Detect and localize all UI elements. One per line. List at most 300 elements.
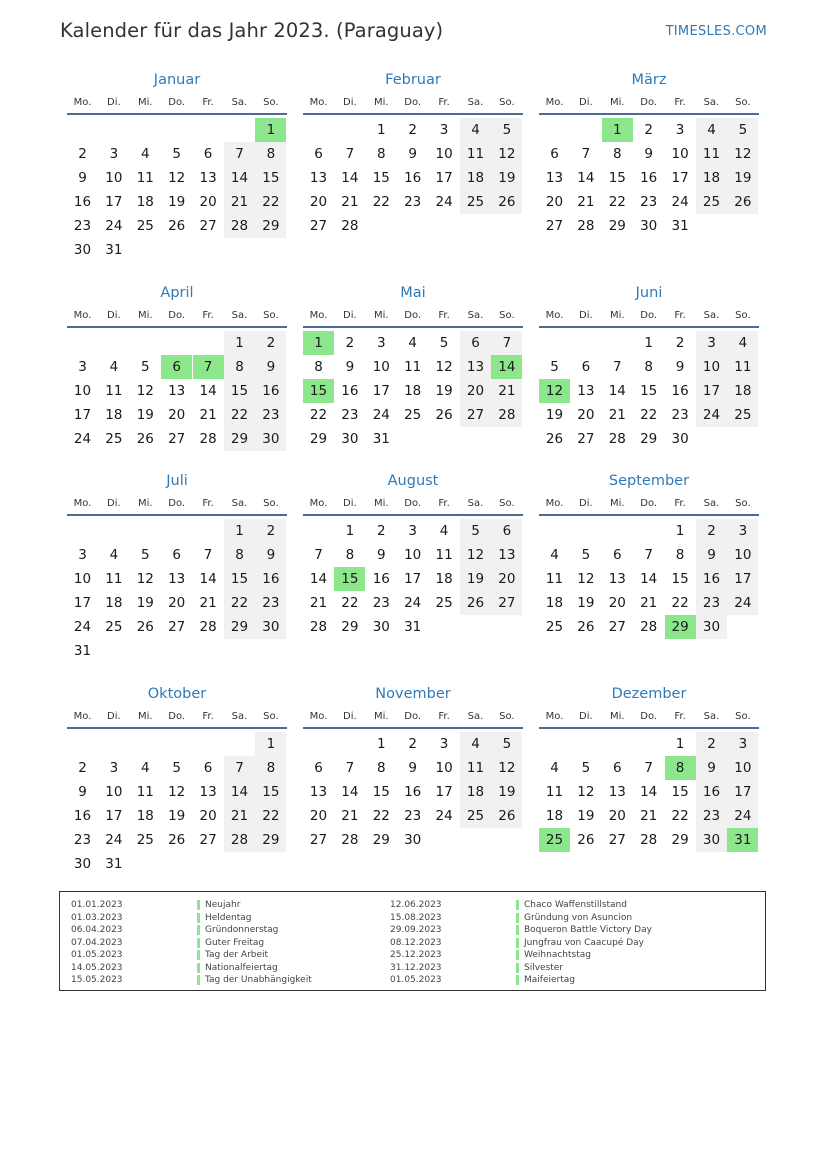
calendar-day: 9 [255,355,286,379]
holiday-name: Silvester [524,962,564,973]
calendar-day: 15 [372,170,390,186]
calendar-day: 17 [435,170,453,186]
calendar-day: 16 [404,784,422,800]
calendar-day: 8 [224,355,255,379]
calendar-day: 3 [727,732,758,756]
calendar-day: 14 [577,170,595,186]
holiday-date: 31.12.2023 [390,962,442,973]
calendar-day: 28 [608,431,626,447]
calendar-day: 12 [136,571,154,587]
calendar-day: 2 [78,146,87,162]
calendar-day: 10 [435,146,453,162]
weekday-label: Mo. [545,498,564,509]
calendar-day: 4 [109,547,119,563]
calendar-day: 25 [136,832,154,848]
calendar-day: 27 [309,218,328,234]
calendar-day: 30 [341,431,359,447]
weekday-label: Mi. [374,498,389,509]
calendar-day: 17 [105,194,123,210]
holiday-date: 25.12.2023 [390,950,442,960]
calendar-day: 23 [73,832,92,848]
calendar-day: 19 [577,808,595,824]
calendar-day: 19 [168,808,186,824]
calendar-day: 4 [550,760,559,776]
holiday-name: Maifeiertag [524,975,575,985]
calendar-day: 27 [608,619,626,635]
weekday-label: So. [263,310,279,321]
calendar-day: 21 [199,407,217,423]
calendar-day: 28 [341,218,359,234]
calendar-day: 12 [460,543,491,567]
weekday-label: Fr. [202,498,214,509]
calendar-day: 15 [671,571,689,587]
calendar-day: 29 [640,431,658,447]
calendar-day: 4 [727,331,758,355]
weekday-label: So. [735,711,751,722]
calendar-day: 5 [550,359,559,375]
calendar-day: 14 [608,383,626,399]
calendar-day: 22 [640,407,658,423]
holiday-name: Tag der Unabhängigkeit [205,975,312,985]
calendar-day: 4 [696,118,727,142]
calendar-day: 4 [460,118,491,142]
holiday-date: 15.08.2023 [390,912,442,923]
calendar-day: 6 [203,760,213,776]
calendar-day: 8 [345,547,355,563]
weekday-label: Fr. [674,310,686,321]
calendar-day: 7 [581,146,591,162]
calendar-day: 19 [460,567,491,591]
weekday-label: So. [499,310,515,321]
holiday-date: 01.05.2023 [71,950,123,960]
holiday-date: 01.01.2023 [71,900,123,910]
calendar-day: 16 [372,571,390,587]
calendar-day: 3 [109,146,119,162]
calendar-day: 30 [255,427,286,451]
calendar-day: 19 [435,383,453,399]
header-rule [303,326,523,328]
calendar-day: 17 [105,808,123,824]
calendar-day: 30 [696,828,727,852]
calendar-day: 5 [172,760,181,776]
calendar-day: 13 [199,784,217,800]
holiday-name: Heldentag [205,912,252,923]
month-juni [539,285,759,485]
calendar-day: 20 [608,595,626,611]
calendar-day: 5 [439,335,449,351]
calendar-day: 1 [224,519,255,543]
calendar-day: 16 [404,170,422,186]
calendar-day: 21 [309,595,328,611]
calendar-day: 26 [136,619,154,635]
calendar-day: 12 [168,170,186,186]
calendar-day: 30 [404,832,422,848]
calendar-day: 1 [224,331,255,355]
calendar-day: 25 [404,407,422,423]
calendar-day: 22 [341,595,359,611]
weekday-label: Sa. [467,310,484,321]
month-title: Januar [153,72,201,88]
weekday-label: Fr. [438,498,450,509]
calendar-day: 5 [141,547,150,563]
holiday-date: 07.04.2023 [71,937,123,948]
calendar-day: 13 [309,170,328,186]
month-title: Juni [635,285,663,301]
calendar-day: 11 [727,355,758,379]
calendar-day: 7 [644,760,653,776]
calendar-day: 27 [199,218,217,234]
calendar-day: 5 [172,146,181,162]
site-link[interactable]: TIMESLES.COM [665,24,767,39]
header-rule [539,514,759,516]
calendar-day: 23 [640,194,658,210]
month-august [303,473,523,673]
calendar-day: 21 [199,595,217,611]
calendar-day: 20 [168,595,186,611]
page-title: Kalender für das Jahr 2023. (Paraguay) [60,19,444,42]
month-april [67,285,287,485]
calendar-day: 19 [136,407,154,423]
calendar-day: 14 [341,784,359,800]
calendar-day: 26 [435,407,453,423]
header-rule [67,326,287,328]
calendar-day: 20 [199,808,217,824]
month-dezember [539,686,759,886]
weekday-label: Do. [168,711,186,722]
calendar-day: 4 [408,335,417,351]
calendar-day: 10 [435,760,453,776]
calendar-day: 24 [727,804,758,828]
weekday-label: So. [499,97,515,108]
weekday-label: Mo. [545,97,564,108]
calendar-day: 22 [309,407,328,423]
header-rule [67,113,287,115]
calendar-day: 13 [168,383,186,399]
calendar-day: 12 [577,571,595,587]
header-rule [67,727,287,729]
month-september [539,473,759,673]
calendar-day: 10 [696,355,727,379]
calendar-day: 1 [377,736,386,752]
weekday-label: Mi. [374,310,389,321]
weekday-label: Sa. [467,97,484,108]
calendar-day: 6 [581,359,591,375]
calendar-day: 16 [696,567,727,591]
weekday-label: Sa. [231,711,248,722]
holiday-marker [516,950,519,960]
weekday-label: Mo. [545,711,564,722]
calendar-day: 9 [408,146,417,162]
calendar-day: 8 [613,146,622,162]
calendar-day: 24 [105,218,123,234]
calendar-day: 29 [224,427,255,451]
calendar-day: 23 [73,218,92,234]
holiday-day: 15 [303,379,334,403]
calendar-day: 15 [224,567,255,591]
calendar-day: 6 [460,331,491,355]
holiday-day: 1 [255,118,286,142]
calendar-day: 26 [460,591,491,615]
calendar-day: 1 [675,736,685,752]
calendar-day: 2 [345,335,355,351]
calendar-day: 25 [727,403,758,427]
calendar-day: 15 [640,383,658,399]
calendar-day: 8 [255,756,286,780]
calendar-day: 17 [671,170,689,186]
calendar-day: 2 [255,331,286,355]
calendar-day: 12 [727,142,758,166]
weekday-label: Di. [343,498,357,509]
holiday-day: 1 [303,331,334,355]
calendar-day: 19 [168,194,186,210]
calendar-day: 27 [168,431,186,447]
weekday-label: So. [499,498,515,509]
holiday-list [59,891,766,991]
weekday-label: Mi. [374,97,389,108]
holiday-marker [197,963,200,973]
calendar-day: 8 [644,359,653,375]
month-februar [303,72,523,272]
weekday-label: Fr. [438,711,450,722]
calendar-day: 3 [408,523,417,539]
weekday-label: Do. [404,498,422,509]
calendar-day: 29 [224,615,255,639]
calendar-day: 23 [671,407,689,423]
calendar-day: 29 [671,832,689,848]
weekday-label: Mi. [374,711,389,722]
calendar-day: 14 [640,571,658,587]
calendar-day: 2 [408,736,417,752]
calendar-day: 26 [491,804,522,828]
calendar-day: 14 [341,170,359,186]
holiday-date: 12.06.2023 [390,900,442,910]
calendar-day: 23 [341,407,359,423]
calendar-day: 2 [408,122,417,138]
weekday-label: Do. [404,711,422,722]
calendar-day: 6 [314,760,323,776]
calendar-day: 9 [377,547,386,563]
weekday-label: Sa. [231,498,248,509]
calendar-day: 10 [105,784,123,800]
calendar-day: 6 [172,547,181,563]
calendar-day: 22 [255,804,286,828]
calendar-day: 19 [491,780,522,804]
calendar-day: 26 [168,218,186,234]
calendar-day: 10 [73,383,92,399]
calendar-day: 8 [224,543,255,567]
holiday-date: 14.05.2023 [71,962,123,973]
weekday-label: Di. [579,310,593,321]
calendar-day: 26 [545,431,564,447]
calendar-day: 18 [460,166,491,190]
calendar-day: 8 [675,547,685,563]
calendar-day: 17 [696,379,727,403]
weekday-label: Mo. [309,97,328,108]
calendar-day: 4 [141,760,150,776]
calendar-day: 28 [640,832,658,848]
calendar-day: 25 [136,218,154,234]
weekday-label: Mo. [309,310,328,321]
weekday-label: Mi. [138,97,153,108]
calendar-day: 29 [255,828,286,852]
calendar-day: 29 [608,218,626,234]
calendar-day: 24 [73,431,92,447]
holiday-name: Jungfrau von Caacupé Day [524,937,644,948]
weekday-label: Di. [343,310,357,321]
weekday-label: Sa. [703,97,720,108]
calendar-day: 26 [136,431,154,447]
calendar-day: 20 [460,379,491,403]
calendar-day: 4 [141,146,150,162]
calendar-day: 5 [460,519,491,543]
calendar-day: 27 [199,832,217,848]
weekday-label: Do. [640,310,658,321]
calendar-day: 22 [224,403,255,427]
weekday-label: Sa. [467,498,484,509]
calendar-day: 5 [491,732,522,756]
month-title: Oktober [147,686,207,702]
holiday-day: 15 [334,567,365,591]
weekday-label: Mo. [309,498,328,509]
calendar-day: 16 [696,780,727,804]
calendar-day: 20 [309,808,328,824]
calendar-day: 9 [345,359,355,375]
calendar-day: 8 [314,359,323,375]
month-title: September [608,473,690,489]
holiday-day: 31 [727,828,758,852]
holiday-name: Tag der Arbeit [205,950,269,960]
calendar-day: 18 [404,383,422,399]
calendar-day: 27 [545,218,564,234]
calendar-day: 19 [545,407,564,423]
calendar-day: 17 [372,383,390,399]
calendar-day: 22 [671,808,689,824]
calendar-day: 20 [545,194,564,210]
calendar-day: 4 [109,359,119,375]
calendar-day: 28 [491,403,522,427]
calendar-day: 15 [255,166,286,190]
calendar-day: 23 [255,591,286,615]
weekday-label: Mo. [73,711,92,722]
calendar-day: 27 [491,591,522,615]
calendar-day: 7 [491,331,522,355]
calendar-day: 7 [224,756,255,780]
calendar-day: 27 [577,431,595,447]
calendar-day: 27 [608,832,626,848]
holiday-name: Nationalfeiertag [205,962,278,973]
month-januar [67,72,287,272]
calendar-day: 17 [727,567,758,591]
weekday-label: Mi. [138,498,153,509]
calendar-day: 26 [727,190,758,214]
calendar-day: 2 [696,519,727,543]
holiday-name: Neujahr [205,900,241,910]
calendar-day: 18 [460,780,491,804]
calendar-day: 2 [377,523,386,539]
weekday-label: Sa. [703,711,720,722]
calendar-day: 5 [581,547,591,563]
calendar-day: 21 [608,407,626,423]
holiday-marker [516,938,519,948]
calendar-day: 20 [199,194,217,210]
holiday-date: 01.03.2023 [71,912,123,923]
calendar-day: 28 [224,214,255,238]
weekday-label: Fr. [674,498,686,509]
calendar-day: 27 [168,619,186,635]
holiday-date: 06.04.2023 [71,925,123,935]
weekday-label: Di. [579,498,593,509]
calendar-day: 3 [696,331,727,355]
calendar-day: 10 [671,146,689,162]
calendar-day: 10 [73,571,92,587]
weekday-label: Do. [168,97,186,108]
holiday-marker [516,900,519,910]
calendar-day: 24 [404,595,422,611]
holiday-marker [516,925,519,935]
header-rule [303,514,523,516]
month-title: Mai [400,285,426,301]
calendar-day: 6 [491,519,522,543]
calendar-day: 31 [404,619,422,635]
calendar-day: 10 [727,756,758,780]
calendar-day: 12 [491,142,522,166]
calendar-day: 3 [727,519,758,543]
month-oktober [67,686,287,886]
calendar-day: 15 [372,784,390,800]
calendar-day: 18 [696,166,727,190]
calendar-day: 18 [435,571,453,587]
calendar-day: 17 [404,571,422,587]
weekday-label: Mo. [73,97,92,108]
weekday-label: Mi. [138,310,153,321]
calendar-day: 6 [613,547,622,563]
weekday-label: Di. [107,97,121,108]
weekday-label: Mi. [610,498,625,509]
calendar-day: 11 [404,359,422,375]
calendar-day: 10 [372,359,390,375]
calendar-day: 9 [78,170,87,186]
calendar-day: 26 [491,190,522,214]
calendar-day: 18 [545,808,564,824]
holiday-name: Weihnachtstag [524,950,591,960]
calendar-day: 3 [439,736,449,752]
weekday-label: Fr. [202,711,214,722]
calendar-day: 23 [404,194,422,210]
calendar-day: 13 [577,383,595,399]
calendar-day: 18 [545,595,564,611]
calendar-day: 24 [73,619,92,635]
weekday-label: So. [735,498,751,509]
weekday-label: Di. [579,97,593,108]
weekday-label: So. [263,97,279,108]
calendar-day: 30 [640,218,658,234]
calendar-day: 13 [545,170,564,186]
calendar-day: 11 [545,784,564,800]
calendar-day: 22 [224,591,255,615]
month-mai [303,285,523,485]
calendar-day: 2 [696,732,727,756]
month-title: Februar [385,72,441,88]
calendar-day: 13 [168,571,186,587]
calendar-day: 11 [105,383,123,399]
holiday-name: Guter Freitag [205,937,265,948]
calendar-day: 30 [372,619,390,635]
calendar-day: 7 [314,547,323,563]
calendar-day: 8 [377,146,386,162]
weekday-label: Mo. [73,498,92,509]
calendar-day: 6 [314,146,323,162]
calendar-day: 5 [581,760,591,776]
